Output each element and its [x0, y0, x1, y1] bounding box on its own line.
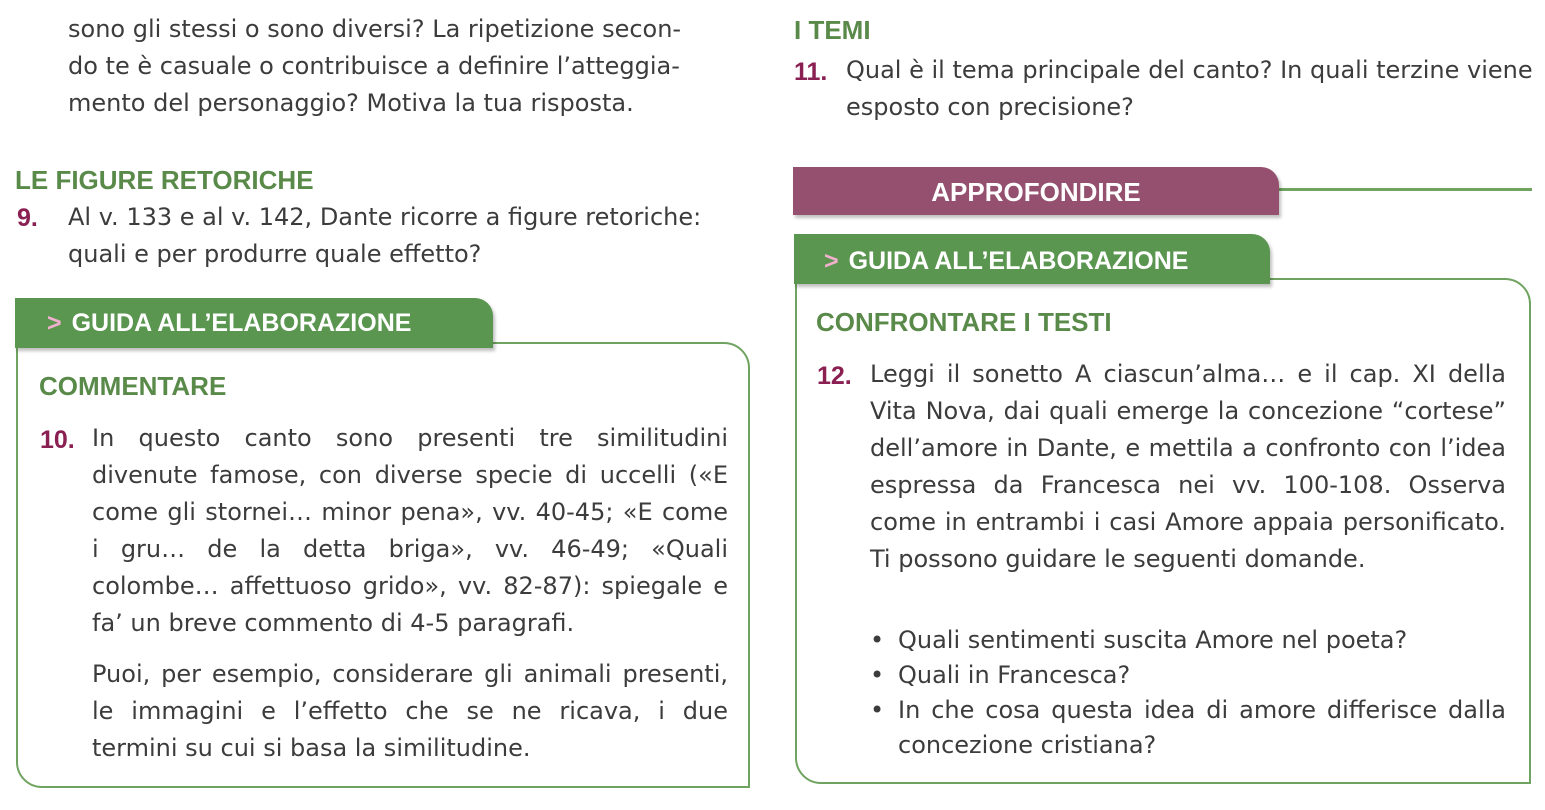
chevron-right-icon: >	[47, 309, 62, 337]
intro-paragraph	[68, 11, 758, 122]
question-10-text: In questo canto sono presenti tre similitudini divenute famose, con diverse specie di uccelli («E come gli stornei… minor pena», vv. 40-45; «E come i gru… de la detta briga», vv. 46-49; «Quali colombe… affettuoso grido», vv. 82-87): spiegale e fa’ un breve commento di 4-5 paragrafi.	[92, 424, 728, 637]
chevron-right-icon: >	[824, 247, 839, 275]
bullet-text: In che cosa questa idea di amore differisce dalla concezione cristiana?	[898, 696, 1506, 759]
intro-line-3: mento del personaggio? Motiva la tua risposta.	[68, 89, 634, 117]
guida-tab-right	[794, 234, 1270, 284]
guida-tab-right-label: GUIDA ALL’ELABORAZIONE	[848, 247, 1189, 275]
bullet-text: Quali sentimenti suscita Amore nel poeta?	[898, 626, 1408, 654]
question-9-text: Al v. 133 e al v. 142, Dante ricorre a figure retoriche: quali e per produrre quale effetto?	[68, 203, 702, 268]
list-item	[870, 658, 1506, 693]
question-10-number: 10.	[40, 426, 75, 454]
question-12-bullets	[870, 623, 1506, 763]
temi-heading: I TEMI	[794, 15, 871, 45]
list-item	[870, 693, 1506, 763]
guida-tab-left	[15, 298, 493, 348]
guida-tab-left-label: GUIDA ALL’ELABORAZIONE	[71, 309, 412, 337]
approfondire-tab	[793, 167, 1279, 215]
approfondire-label: APPROFONDIRE	[931, 177, 1141, 207]
bullet-icon: •	[870, 626, 885, 654]
bullet-icon: •	[870, 696, 885, 724]
question-12-text: Leggi il sonetto A ciascun’alma… e il cap. XI della Vita Nova, dai quali emerge la concezione “cortese” dell’amore in Dante, e mettila a confronto con l’idea espressa da Francesca nei vv. 100-108. Osserva come in entrambi i casi Amore appaia personificato. Ti possono guidare le seguenti domande.	[870, 360, 1506, 573]
question-10-hint: Puoi, per esempio, considerare gli animali presenti, le immagini e l’effetto che se ne ricava, i due termini su cui si basa la similitudine.	[92, 660, 728, 762]
question-12-number: 12.	[817, 362, 852, 390]
intro-line-2: do te è casuale o contribuisce a definire l’atteggia-	[68, 52, 680, 80]
intro-line-1: sono gli stessi o sono diversi? La ripetizione secon-	[68, 15, 682, 43]
approfondire-rule	[1270, 188, 1532, 191]
question-9-number: 9.	[17, 204, 38, 232]
question-11-number: 11.	[794, 58, 828, 86]
figure-retoriche-heading: LE FIGURE RETORICHE	[15, 165, 314, 195]
bullet-icon: •	[870, 661, 885, 689]
commentare-heading: COMMENTARE	[39, 371, 227, 401]
confrontare-heading: CONFRONTARE I TESTI	[816, 307, 1112, 337]
list-item	[870, 623, 1506, 658]
question-11-text: Qual è il tema principale del canto? In quali terzine viene esposto con precisione?	[846, 56, 1533, 121]
bullet-text: Quali in Francesca?	[898, 661, 1131, 689]
